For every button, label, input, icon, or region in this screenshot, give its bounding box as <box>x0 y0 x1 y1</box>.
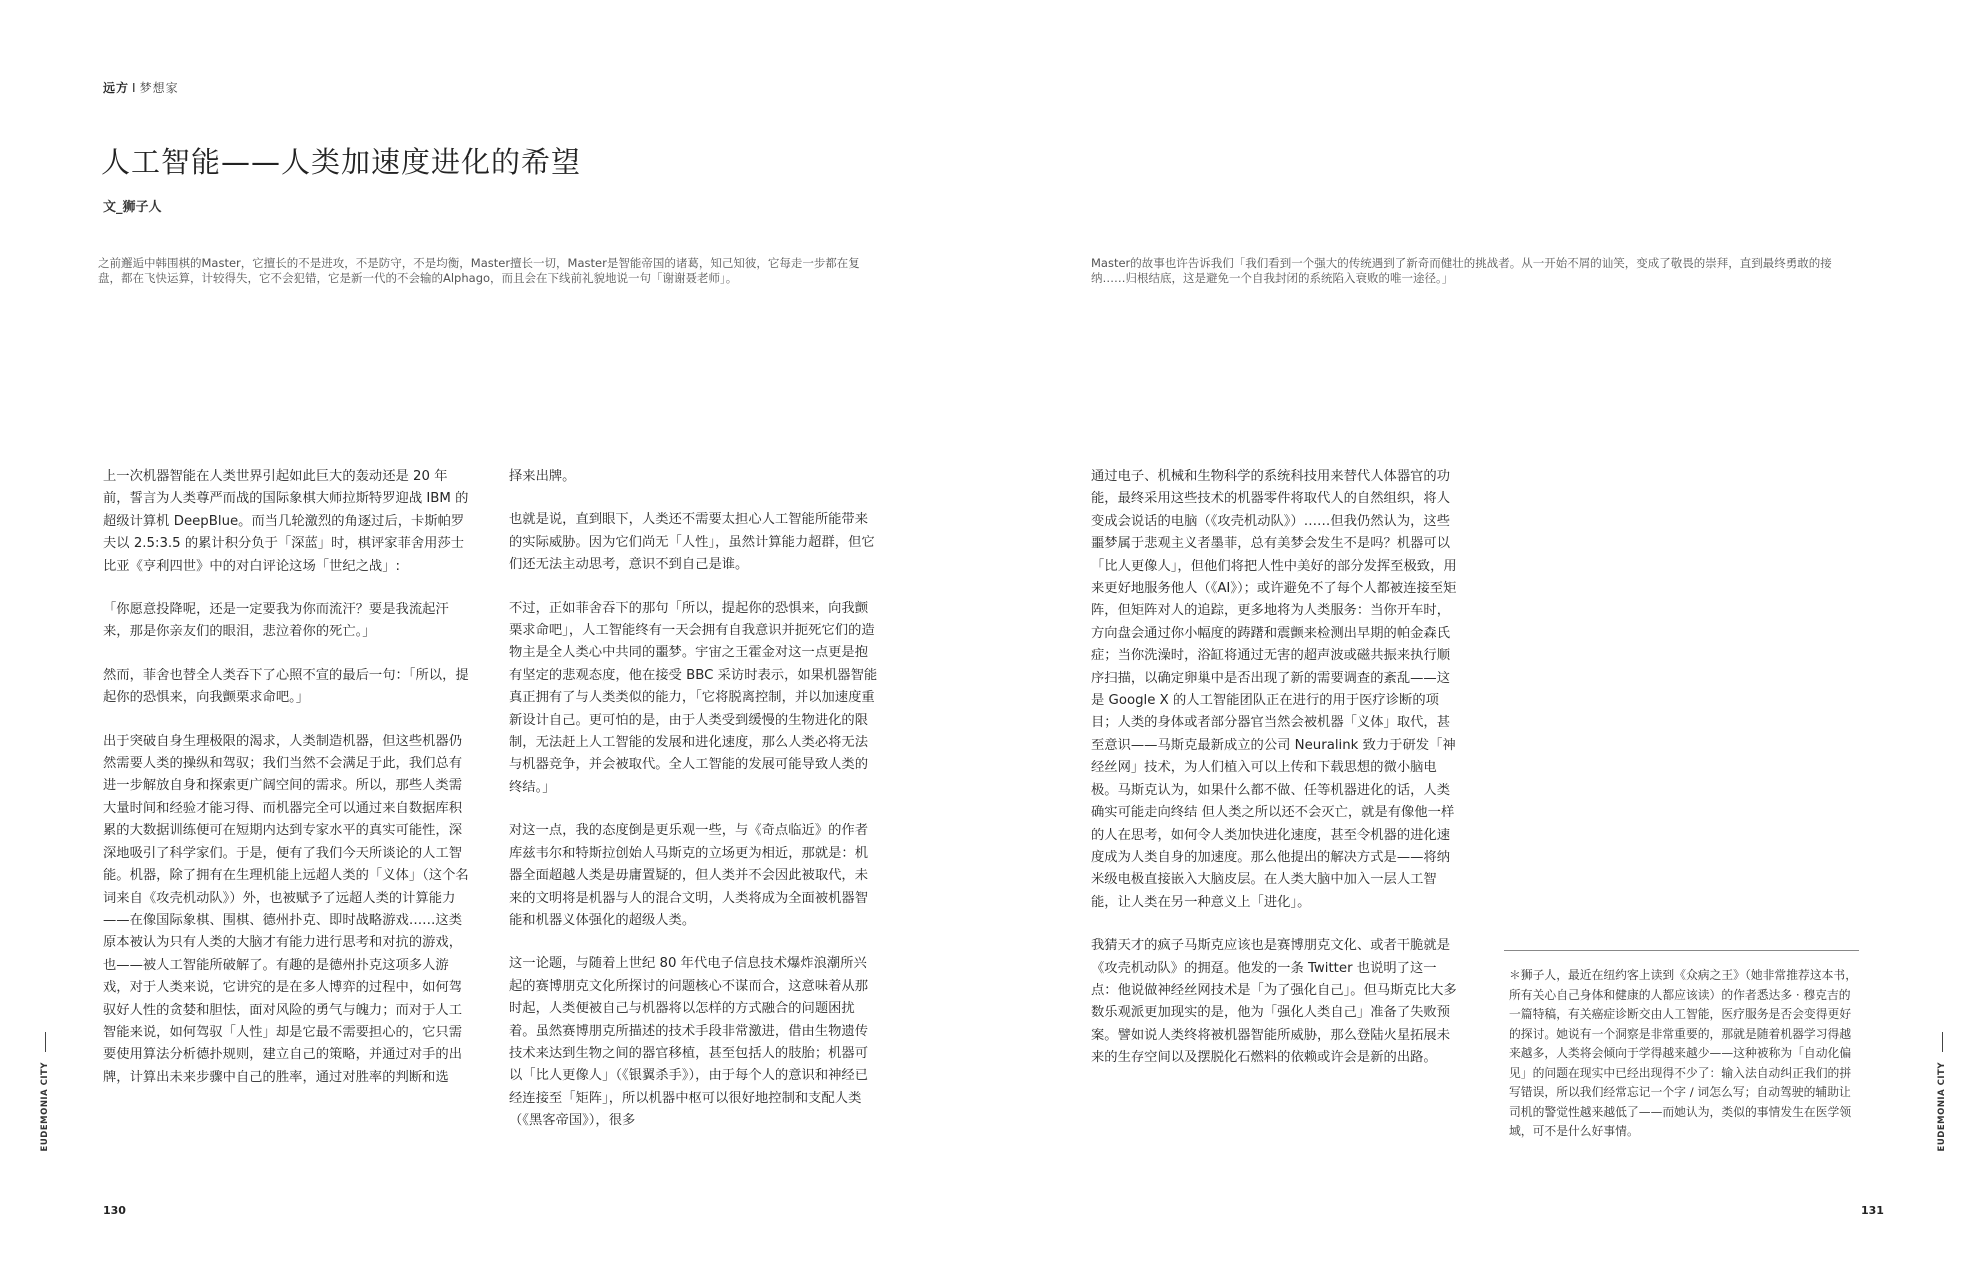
body-paragraph: 出于突破自身生理极限的渴求，人类制造机器，但这些机器仍然需要人类的操纵和驾驭；我们当然不会满足于此，我们总有进一步解放自身和探索更广阔空间的需求。所以，那些人类需大量时间和经验才能习得、而机器完全可以通过来自数据库积累的大数据训练便可在短期内达到专家水平的真实可能性，深深地吸引了科学家们。于是，便有了我们今天所谈论的人工智能。机器，除了拥有在生理机能上远超人类的「义体」（这个名词来自《攻壳机动队》）外，也被赋予了远超人类的计算能力——在像国际象棋、围棋、德州扑克、即时战略游戏……这类原本被认为只有人类的大脑才有能力进行思考和对抗的游戏，也——被人工智能所破解了。有趣的是德州扑克这项多人游戏，对于人类来说，它讲究的是在多人博弈的过程中，如何驾驭好人性的贪婪和胆怯，面对风险的勇气与魄力；而对于人工智能来说，如何驾驭「人性」却是它最不需要担心的，它只需要使用算法分析德扑规则，建立自己的策略，并通过对手的出牌，计算出未来步骤中自己的胜率，通过对胜率的判断和选 <box>103 733 469 1085</box>
lead-paragraph-left: 之前邂逅中韩围棋的Master，它擅长的不是进攻，不是防守，不是均衡，Master擅长一切，Master是智能帝国的诸葛，知己知彼，它每走一步都在复盘，都在飞快运算，计较得失，它不会犯错，它是新一代的不会输的Alphago，而且会在下线前礼貌地说一句「谢谢聂老师」。 <box>98 256 860 285</box>
body-column-2 <box>509 466 879 1154</box>
body-paragraph: 也就是说，直到眼下，人类还不需要太担心人工智能所能带来的实际威胁。因为它们尚无「人性」，虽然计算能力超群，但它们还无法主动思考，意识不到自己是谁。 <box>509 512 875 573</box>
body-paragraph: 然而，菲舍也替全人类吞下了心照不宣的最后一句：「所以，提起你的恐惧来，向我颤栗求命吧。」 <box>103 667 469 706</box>
lead-paragraph-right: Master的故事也许告诉我们「我们看到一个强大的传统遇到了新奇而健壮的挑战者。从一开始不屑的讪笑，变成了敬畏的崇拜，直到最终勇敢的接纳……归根结底，这是避免一个自我封闭的系统陷入衰败的唯一途径。」 <box>1091 256 1832 285</box>
body-paragraph: 这一论题，与随着上世纪 80 年代电子信息技术爆炸浪潮所兴起的赛博朋克文化所探讨的问题核心不谋而合，这意味着从那时起，人类便被自己与机器将以怎样的方式融合的问题困扰着。虽然赛博朋克所描述的技术手段非常激进，借由生物遗传技术来达到生物之间的器官移植，甚至包括人的肢胎；机器可以「比人更像人」（《银翼杀手》），由于每个人的意识和神经已经连接至「矩阵」，所以机器中枢可以很好地控制和支配人类（《黑客帝国》），很多 <box>509 956 869 1129</box>
body-column-3 <box>1091 466 1461 1091</box>
section-separator: I <box>132 81 137 95</box>
section-name: 远方 <box>103 81 130 95</box>
footnote-divider <box>1504 950 1859 951</box>
body-paragraph: 不过，正如菲舍吞下的那句「所以，提起你的恐惧来，向我颤栗求命吧」，人工智能终有一天会拥有自我意识并扼死它们的造物主是全人类心中共同的噩梦。宇宙之王霍金对这一点更是抱有坚定的悲观态度，他在接受 BBC 采访时表示，如果机器智能真正拥有了与人类类似的能力，「它将脱离控制，并以加速度重新设计自己。更可怕的是，由于人类受到缓慢的生物进化的限制，无法赶上人工智能的发展和进化速度，那么人类必将无法与机器竞争，并会被取代。全人工智能的发展可能导致人类的终结。」 <box>509 600 878 795</box>
side-tag-text: EUDEMONIA CITY <box>1937 1062 1947 1152</box>
section-label <box>103 79 179 96</box>
byline: 文_狮子人 <box>103 200 162 215</box>
side-tag-bar <box>1942 1032 1943 1052</box>
body-paragraph: 上一次机器智能在人类世界引起如此巨大的轰动还是 20 年前，誓言为人类尊严而战的国际象棋大师拉斯特罗迎战 IBM 的超级计算机 DeepBlue。而当几轮激烈的角逐过后，卡斯帕罗夫以 2.5:3.5 的累计积分负于「深蓝」时，棋评家菲舍用莎士比亚《亨利四世》中的对白评论这场「世纪之战」: <box>103 469 469 574</box>
author-footnote: ＊狮子人，最近在纽约客上读到《众病之王》（她非常推荐这本书，所有关心自己身体和健康的人都应该读）的作者悉达多 · 穆克吉的一篇特稿，有关癌症诊断交由人工智能，医疗服务是否会变得更好的探讨。她说有一个洞察是非常重要的，那就是随着机器学习得越来越多，人类将会倾向于学得越来越少——这种被称为「自动化偏见」的问题在现实中已经出现得不少了：输入法自动纠正我们的拼写错误，所以我们经常忘记一个字 / 词怎么写；自动驾驶的辅助让司机的警觉性越来越低了——而她认为，类似的事情发生在医学领域，可不是什么好事情。 <box>1509 968 1858 1138</box>
page-number-right: 131 <box>1861 1204 1884 1217</box>
page-number-left: 130 <box>103 1204 126 1217</box>
body-paragraph: 我猜天才的疯子马斯克应该也是赛博朋克文化、或者干脆就是《攻壳机动队》的拥趸。他发的一条 Twitter 也说明了这一点：他说做神经丝网技术是「为了强化自己」。但马斯克比大多数乐观派更加现实的是，他为「强化人类自己」准备了失败预案。譬如说人类终将被机器智能所威胁，那么登陆火星拓展未来的生存空间以及摆脱化石燃料的依赖或许会是新的出路。 <box>1091 938 1457 1066</box>
side-tag-right <box>1936 1032 1948 1151</box>
side-tag-left <box>39 1032 51 1151</box>
right-page <box>981 0 1962 1264</box>
article-title: 人工智能——人类加速度进化的希望 <box>101 145 582 179</box>
body-paragraph: 对这一点，我的态度倒是更乐观一些，与《奇点临近》的作者库兹韦尔和特斯拉创始人马斯克的立场更为相近，那就是：机器全面超越人类是毋庸置疑的，但人类并不会因此被取代，未来的文明将是机器与人的混合文明，人类将成为全面被机器智能和机器义体强化的超级人类。 <box>509 823 869 928</box>
body-quote: 「你愿意投降呢，还是一定要我为你而流汗？要是我流起汗来，那是你亲友们的眼泪，悲泣着你的死亡。」 <box>103 602 449 640</box>
body-column-1 <box>103 466 473 1110</box>
side-tag-text: EUDEMONIA CITY <box>40 1062 50 1152</box>
subsection-name: 梦想家 <box>139 81 179 95</box>
body-paragraph: 择来出牌。 <box>509 469 576 484</box>
body-paragraph: 通过电子、机械和生物科学的系统科技用来替代人体器官的功能，最终采用这些技术的机器零件将取代人的自然组织，将人变成会说话的电脑（《攻壳机动队》）……但我仍然认为，这些噩梦属于悲观主义者墨菲，总有美梦会发生不是吗？机器可以「比人更像人」，但他们将把人性中美好的部分发挥至极致，用来更好地服务他人（《AI》）；或许避免不了每个人都被连接至矩阵，但矩阵对人的追踪，更多地将为人类服务：当你开车时，方向盘会通过你小幅度的踌躇和震颤来检测出早期的帕金森氏症；当你洗澡时，浴缸将通过无害的超声波或磁共振来执行顺序扫描，以确定卵巢中是否出现了新的需要调查的紊乱——这是 Google X 的人工智能团队正在进行的用于医疗诊断的项目；人类的身体或者部分器官当然会被机器「义体」取代，甚至意识——马斯克最新成立的公司 Neuralink 致力于研发「神经丝网」技术，为人们植入可以上传和下载思想的微小脑电极。马斯克认为，如果什么都不做、任等机器进化的话，人类确实可能走向终结 但人类之所以还不会灭亡，就是有像他一样的人在思考，如何令人类加快进化速度，甚至令机器的进化速度成为人类自身的加速度。那么他提出的解决方式是——将纳米级电极直接嵌入大脑皮层。在人类大脑中加入一层人工智能，让人类在另一种意义上「进化」。 <box>1091 469 1457 910</box>
side-tag-bar <box>45 1032 46 1052</box>
